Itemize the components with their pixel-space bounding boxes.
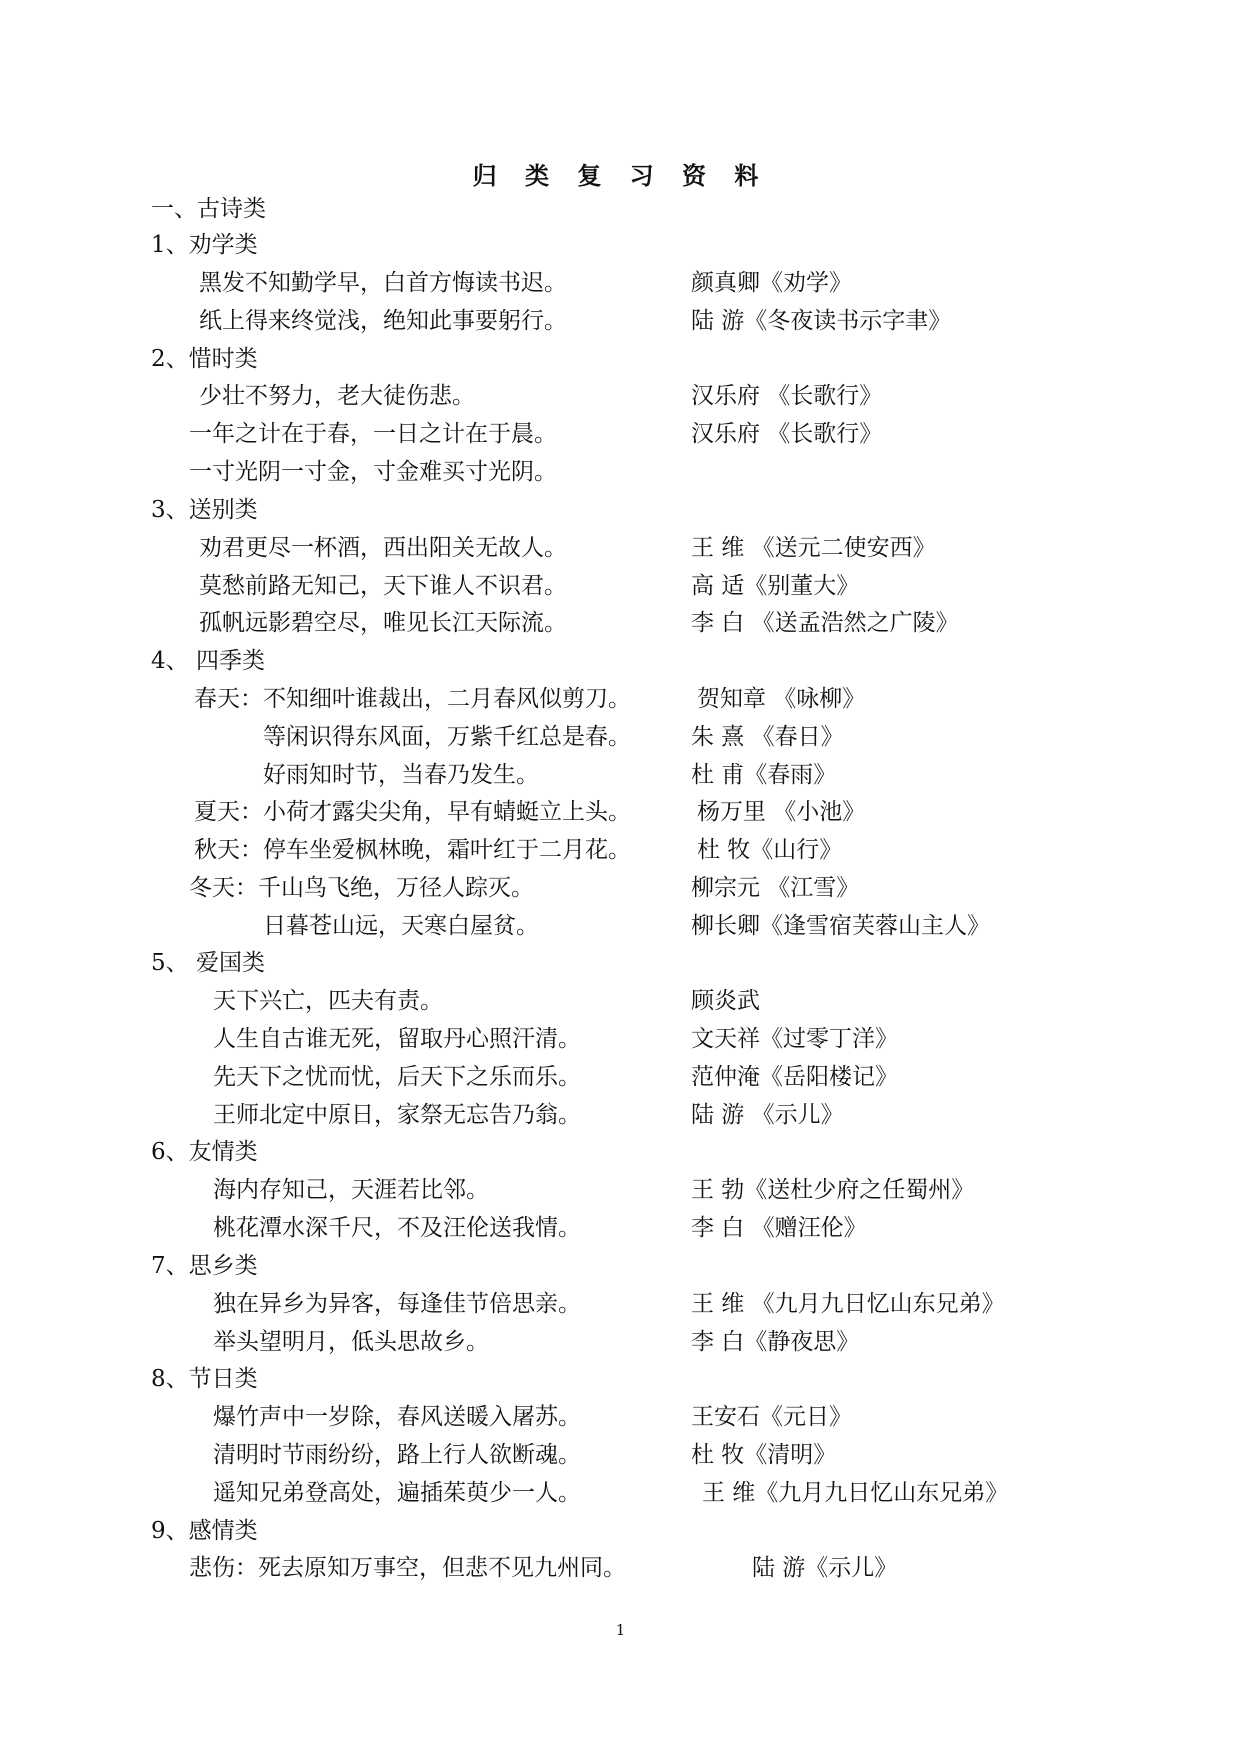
poem-line: 夏天：小荷才露尖尖角，早有蜻蜓立上头。 — [194, 799, 631, 825]
category-heading: 7、思乡类 — [151, 1253, 258, 1279]
poem-line: 清明时节雨纷纷，路上行人欲断魂。 — [213, 1442, 581, 1468]
poem-line: 先天下之忧而忧，后天下之乐而乐。 — [213, 1064, 581, 1090]
poem-source: 柳宗元 《江雪》 — [691, 875, 860, 901]
poem-line: 黑发不知勤学早，白首方悔读书迟。 — [199, 270, 567, 296]
poem-source: 范仲淹《岳阳楼记》 — [691, 1064, 898, 1090]
poem-source: 李 白《静夜思》 — [691, 1329, 860, 1355]
category-heading: 9、感情类 — [151, 1518, 258, 1544]
category-heading: 6、友情类 — [151, 1139, 258, 1165]
poem-line: 遥知兄弟登高处，遍插茱萸少一人。 — [213, 1480, 581, 1506]
poem-source: 王 勃《送杜少府之任蜀州》 — [691, 1177, 975, 1203]
category-heading: 5、 爱国类 — [151, 950, 265, 976]
document-title: 归 类 复 习 资 料 — [472, 162, 769, 190]
category-heading: 1、劝学类 — [151, 232, 258, 258]
poem-line: 等闲识得东风面，万紫千红总是春。 — [263, 724, 631, 750]
poem-line: 少壮不努力，老大徒伤悲。 — [199, 383, 475, 409]
poem-source: 李 白 《送孟浩然之广陵》 — [691, 610, 959, 636]
poem-source: 杨万里 《小池》 — [697, 799, 866, 825]
poem-source: 陆 游 《示儿》 — [691, 1102, 844, 1128]
poem-line: 独在异乡为异客，每逢佳节倍思亲。 — [213, 1291, 581, 1317]
category-heading: 4、 四季类 — [151, 648, 265, 674]
poem-line: 秋天：停车坐爱枫林晚，霜叶红于二月花。 — [194, 837, 631, 863]
poem-line: 海内存知己，天涯若比邻。 — [213, 1177, 489, 1203]
poem-line: 一年之计在于春，一日之计在于晨。 — [189, 421, 557, 447]
poem-line: 一寸光阴一寸金，寸金难买寸光阴。 — [189, 459, 557, 485]
poem-line: 爆竹声中一岁除，春风送暖入屠苏。 — [213, 1404, 581, 1430]
poem-source: 王 维《九月九日忆山东兄弟》 — [702, 1480, 1009, 1506]
poem-source: 柳长卿《逢雪宿芙蓉山主人》 — [691, 913, 990, 939]
poem-source: 顾炎武 — [691, 988, 760, 1014]
poem-line: 冬天：千山鸟飞绝，万径人踪灭。 — [189, 875, 534, 901]
section-heading: 一、古诗类 — [151, 196, 266, 222]
poem-line: 举头望明月，低头思故乡。 — [213, 1329, 489, 1355]
poem-source: 王 维 《送元二使安西》 — [691, 535, 936, 561]
poem-line: 孤帆远影碧空尽，唯见长江天际流。 — [199, 610, 567, 636]
poem-line: 劝君更尽一杯酒，西出阳关无故人。 — [199, 535, 567, 561]
poem-line: 王师北定中原日，家祭无忘告乃翁。 — [213, 1102, 581, 1128]
poem-line: 好雨知时节，当春乃发生。 — [263, 762, 539, 788]
poem-source: 王安石《元日》 — [691, 1404, 852, 1430]
poem-source: 王 维 《九月九日忆山东兄弟》 — [691, 1291, 1005, 1317]
category-heading: 8、节日类 — [151, 1366, 258, 1392]
category-heading: 3、送别类 — [151, 497, 258, 523]
poem-line: 春天：不知细叶谁裁出，二月春风似剪刀。 — [194, 686, 631, 712]
poem-line: 人生自古谁无死，留取丹心照汗清。 — [213, 1026, 581, 1052]
poem-source: 高 适《别董大》 — [691, 573, 860, 599]
poem-source: 杜 甫《春雨》 — [691, 762, 837, 788]
poem-line: 桃花潭水深千尺，不及汪伦送我情。 — [213, 1215, 581, 1241]
poem-source: 汉乐府 《长歌行》 — [691, 421, 883, 447]
poem-source: 陆 游《示儿》 — [752, 1555, 898, 1581]
poem-source: 颜真卿《劝学》 — [691, 270, 852, 296]
poem-line: 纸上得来终觉浅，绝知此事要躬行。 — [199, 308, 567, 334]
page-number: 1 — [615, 1621, 626, 1639]
poem-line: 日暮苍山远，天寒白屋贫。 — [263, 913, 539, 939]
poem-source: 杜 牧《山行》 — [697, 837, 843, 863]
poem-source: 杜 牧《清明》 — [691, 1442, 837, 1468]
poem-source: 朱 熹 《春日》 — [691, 724, 844, 750]
poem-source: 陆 游《冬夜读书示字聿》 — [691, 308, 952, 334]
category-heading: 2、惜时类 — [151, 346, 258, 372]
poem-line: 悲伤：死去原知万事空，但悲不见九州同。 — [189, 1555, 626, 1581]
poem-source: 文天祥《过零丁洋》 — [691, 1026, 898, 1052]
poem-line: 天下兴亡，匹夫有责。 — [213, 988, 443, 1014]
poem-line: 莫愁前路无知己，天下谁人不识君。 — [199, 573, 567, 599]
poem-source: 李 白 《赠汪伦》 — [691, 1215, 867, 1241]
poem-source: 汉乐府 《长歌行》 — [691, 383, 883, 409]
poem-source: 贺知章 《咏柳》 — [697, 686, 866, 712]
